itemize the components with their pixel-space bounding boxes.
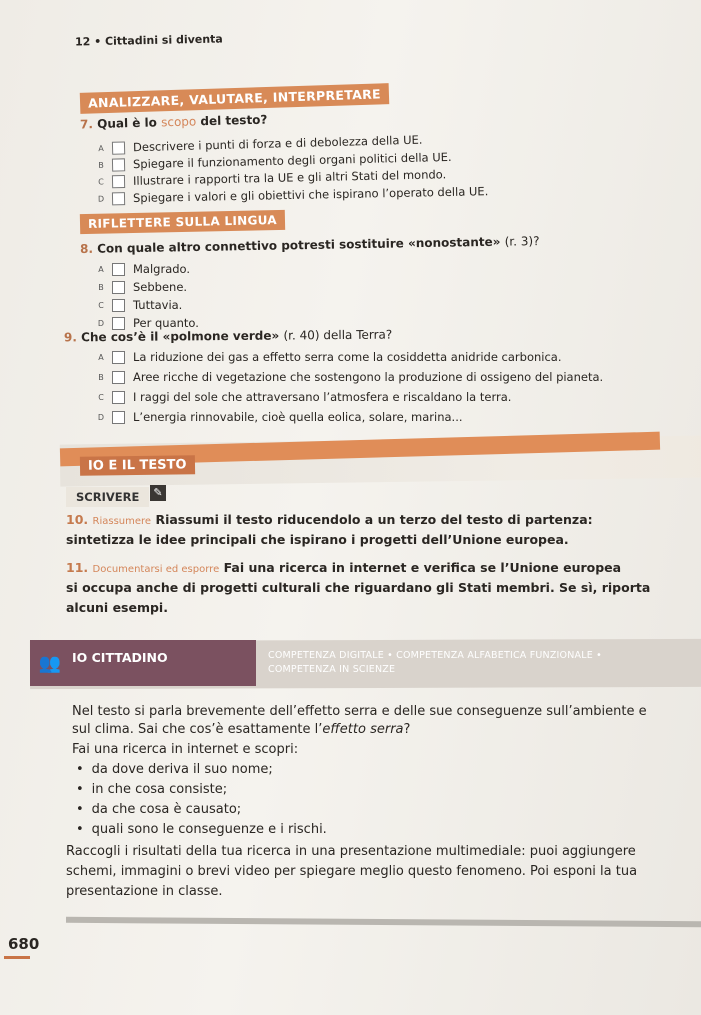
people-icon: 👥 (38, 653, 62, 674)
question-number: 9. (63, 330, 77, 345)
para1-line2 (72, 721, 410, 740)
running-head: 12 • Cittadini si diventa (74, 32, 223, 49)
para3-line1: Raccogli i risultati della tua ricerca in una presentazione multimediale: puoi aggiungere (66, 844, 636, 859)
option-letter: C (98, 300, 104, 310)
task-number: 10. (66, 512, 89, 527)
option-8b[interactable] (90, 280, 187, 294)
checkbox[interactable] (112, 141, 125, 154)
option-9b[interactable] (90, 370, 603, 384)
question-text: Con quale altro connettivo potresti sostituire «nonostante» (97, 234, 501, 256)
option-text: Per quanto. (133, 316, 199, 330)
question-text-end: del testo? (200, 112, 268, 129)
option-letter: D (97, 412, 105, 422)
question-ref: (r. 40) della Terra? (283, 327, 393, 343)
section-title-io-e-il-testo: IO E IL TESTO (80, 455, 195, 476)
option-8c[interactable] (90, 298, 182, 312)
bullet-item: • in che cosa consiste; (76, 781, 227, 800)
checkbox[interactable] (112, 174, 125, 187)
option-letter: D (97, 194, 105, 204)
section-banner-analizzare: ANALIZZARE, VALUTARE, INTERPRETARE (80, 83, 389, 114)
question-number: 7. (79, 117, 94, 132)
checkbox[interactable] (112, 158, 125, 171)
para3-line3: presentazione in classe. (66, 884, 223, 899)
question-text: Che cos’è il «polmone verde» (81, 328, 280, 345)
para3-line2: schemi, immagini o brevi video per spiegare meglio questo fenomeno. Poi esponi la tua (66, 864, 638, 879)
task-label: Documentarsi ed esporre (92, 564, 220, 575)
pencil-icon: ✎ (150, 485, 166, 501)
para1-line1: Nel testo si parla brevemente dell’effetto serra e delle sue conseguenze sull’ambiente e (72, 704, 647, 719)
option-text: Sebbene. (133, 280, 188, 294)
option-text: I raggi del sole che attraversano l’atmosfera e riscaldano la terra. (133, 390, 512, 404)
section-banner-lingua: RIFLETTERE SULLA LINGUA (80, 210, 285, 234)
question-number: 8. (79, 241, 94, 257)
bullet-item: • quali sono le conseguenze e i rischi. (76, 821, 327, 840)
question-8 (80, 234, 540, 256)
option-letter: A (98, 264, 104, 274)
option-letter: B (98, 282, 104, 292)
competenze-line1: COMPETENZA DIGITALE • COMPETENZA ALFABETICA FUNZIONALE • (268, 650, 602, 661)
option-letter: B (98, 372, 104, 382)
subsection-scrivere: SCRIVERE (66, 487, 149, 507)
bullet-item: • da che cosa è causato; (76, 801, 241, 820)
option-9a[interactable] (90, 350, 562, 364)
option-9d[interactable] (90, 410, 463, 424)
checkbox[interactable] (112, 299, 125, 312)
checkbox[interactable] (112, 371, 125, 384)
option-9c[interactable] (90, 390, 511, 404)
option-letter: B (98, 160, 104, 170)
option-text: Descrivere i punti di forza e di debolezza della UE. (132, 132, 423, 155)
option-letter: D (97, 318, 105, 328)
checkbox[interactable] (112, 351, 125, 364)
task-11-line3: alcuni esempi. (66, 600, 168, 615)
option-text: Spiegare il funzionamento degli organi politici della UE. (132, 149, 452, 172)
divider (66, 917, 701, 927)
task-10 (66, 512, 593, 527)
competenze-line2: COMPETENZA IN SCIENZE (268, 664, 396, 675)
option-letter: A (98, 352, 104, 362)
checkbox[interactable] (112, 281, 125, 294)
question-ref: (r. 3)? (504, 233, 540, 249)
task-number: 11. (66, 560, 89, 575)
option-text: Aree ricche di vegetazione che sostengono la produzione di ossigeno del pianeta. (133, 370, 604, 384)
task-text: Riassumi il testo riducendolo a un terzo del testo di partenza: (155, 512, 593, 527)
option-letter: C (98, 392, 104, 402)
checkbox[interactable] (112, 391, 125, 404)
cittadino-title: IO CITTADINO (72, 650, 168, 665)
page-number-underline (4, 956, 30, 959)
checkbox[interactable] (112, 263, 125, 276)
option-letter: C (98, 176, 104, 187)
task-label: Riassumere (92, 516, 152, 527)
option-text: Tuttavia. (133, 298, 183, 312)
para2: Fai una ricerca in internet e scopri: (72, 742, 299, 757)
bullet-item: • da dove deriva il suo nome; (76, 761, 273, 780)
checkbox[interactable] (112, 192, 125, 205)
option-letter: A (98, 143, 104, 153)
para1-italic: effetto serra (322, 722, 404, 737)
question-text: Qual è lo (96, 115, 158, 132)
task-11 (66, 560, 621, 575)
option-text: Illustrare i rapporti tra la UE e gli altri Stati del mondo. (132, 167, 447, 188)
para1-text: sul clima. Sai che cos’è esattamente l’ (72, 722, 323, 737)
option-text: Spiegare i valori e gli obiettivi che ispirano l’operato della UE. (132, 184, 489, 205)
option-8a[interactable] (90, 262, 190, 276)
question-7 (80, 113, 268, 132)
option-8d[interactable] (90, 316, 199, 330)
checkbox[interactable] (112, 317, 125, 330)
checkbox[interactable] (112, 411, 125, 424)
task-10-line2: sintetizza le idee principali che ispirano i progetti dell’Unione europea. (66, 532, 569, 547)
option-text: La riduzione dei gas a effetto serra come la cosiddetta anidride carbonica. (133, 350, 562, 364)
task-text: Fai una ricerca in internet e verifica se l’Unione europea (223, 560, 622, 575)
task-11-line2: si occupa anche di progetti culturali che riguardano gli Stati membri. Se sì, riporta (66, 580, 651, 595)
question-9 (64, 328, 392, 345)
option-text: Malgrado. (133, 262, 191, 276)
option-text: L’energia rinnovabile, cioè quella eolica, solare, marina... (133, 410, 463, 424)
page-number: 680 (8, 935, 40, 953)
para1-end: ? (403, 722, 411, 737)
question-keyword: scopo (160, 114, 197, 130)
